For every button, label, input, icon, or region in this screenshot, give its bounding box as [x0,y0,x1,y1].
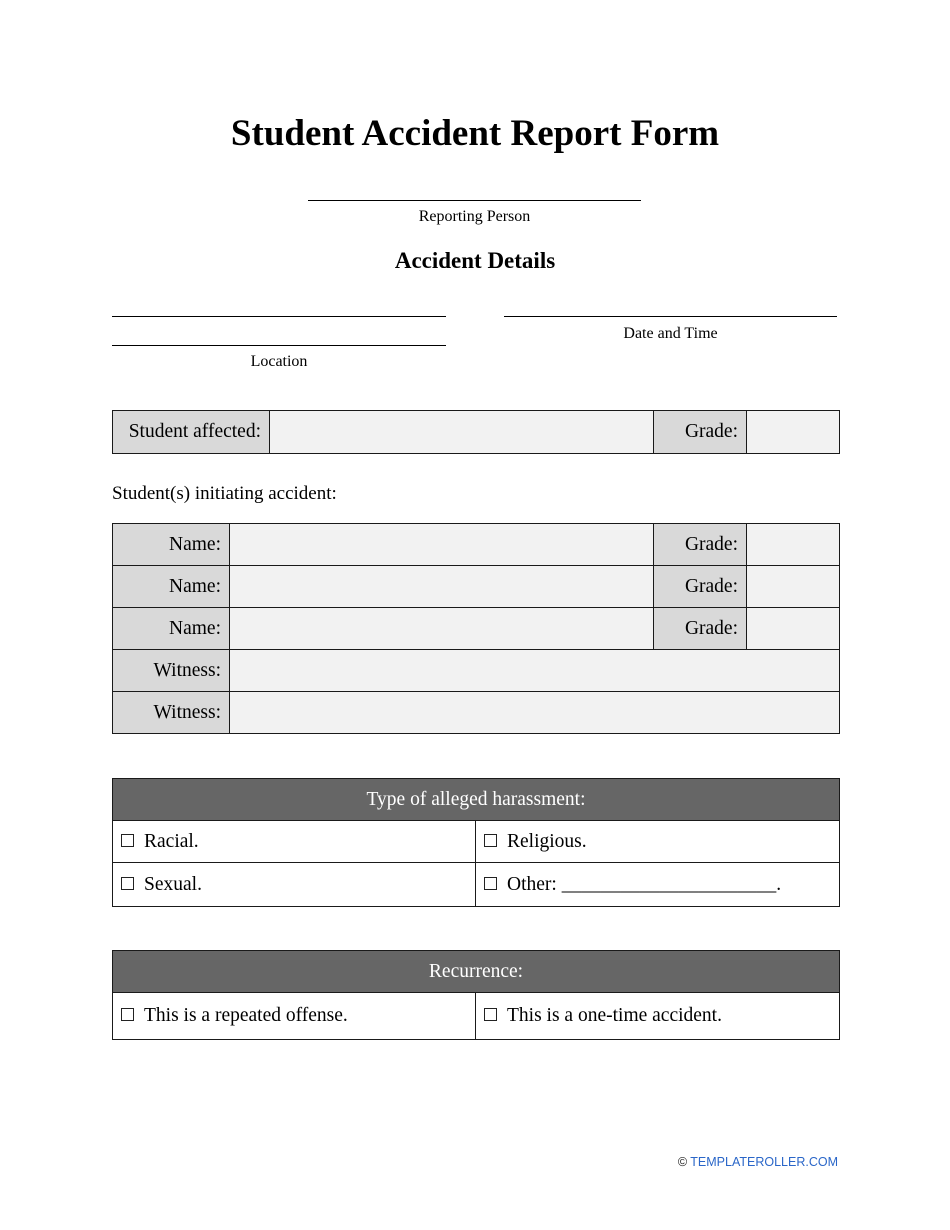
date-time-line[interactable] [504,316,837,317]
initiating-label: Student(s) initiating accident: [112,483,337,504]
witness-input[interactable] [230,650,840,692]
grade-input[interactable] [747,566,840,608]
reporting-person-line[interactable] [308,200,641,201]
option-label: This is a repeated offense. [144,1005,348,1026]
name-label: Name: [113,608,230,650]
reporting-person-label: Reporting Person [418,208,531,225]
option-sexual[interactable] [113,863,476,907]
location-label: Location [250,353,308,370]
name-label: Name: [113,524,230,566]
witness-input[interactable] [230,692,840,734]
witness-label: Witness: [113,650,230,692]
witness-row [113,692,840,734]
checkbox[interactable] [484,877,497,890]
option-one-time[interactable] [476,993,840,1040]
option-religious[interactable] [476,821,840,863]
option-label: This is a one-time accident. [507,1005,722,1026]
initiator-row [113,524,840,566]
option-label: Sexual. [144,873,202,895]
option-racial[interactable] [113,821,476,863]
harassment-header: Type of alleged harassment: [113,779,840,821]
location-line-2[interactable] [112,345,446,346]
grade-input[interactable] [747,608,840,650]
name-label: Name: [113,566,230,608]
initiator-row [113,608,840,650]
option-repeated-offense[interactable] [113,993,476,1040]
grade-input[interactable] [747,524,840,566]
option-other[interactable] [476,863,840,907]
grade-label: Grade: [654,566,747,608]
option-label: Other: ______________________. [507,873,782,895]
initiators-table [112,523,840,734]
grade-label: Grade: [654,524,747,566]
student-affected-input[interactable] [270,411,654,454]
name-input[interactable] [230,524,654,566]
checkbox[interactable] [121,834,134,847]
checkbox[interactable] [484,1008,497,1021]
site-link[interactable]: TEMPLATEROLLER.COM [690,1155,838,1169]
grade-input[interactable] [747,411,840,454]
recurrence-table [112,950,840,1040]
student-affected-row [113,411,840,454]
copyright-symbol: © [677,1155,688,1169]
harassment-table [112,778,840,907]
checkbox[interactable] [121,877,134,890]
form-title: Student Accident Report Form [230,113,720,154]
grade-label: Grade: [654,608,747,650]
date-time-label: Date and Time [623,325,718,342]
option-label: Religious. [507,830,587,852]
footer [678,1155,838,1169]
section-title: Accident Details [394,248,556,273]
option-label: Racial. [144,830,199,852]
student-affected-label: Student affected: [113,411,270,454]
student-affected-table [112,410,840,454]
initiator-row [113,566,840,608]
name-input[interactable] [230,608,654,650]
grade-label: Grade: [654,411,747,454]
recurrence-header: Recurrence: [113,951,840,993]
witness-row [113,650,840,692]
checkbox[interactable] [121,1008,134,1021]
checkbox[interactable] [484,834,497,847]
location-line-1[interactable] [112,316,446,317]
name-input[interactable] [230,566,654,608]
witness-label: Witness: [113,692,230,734]
